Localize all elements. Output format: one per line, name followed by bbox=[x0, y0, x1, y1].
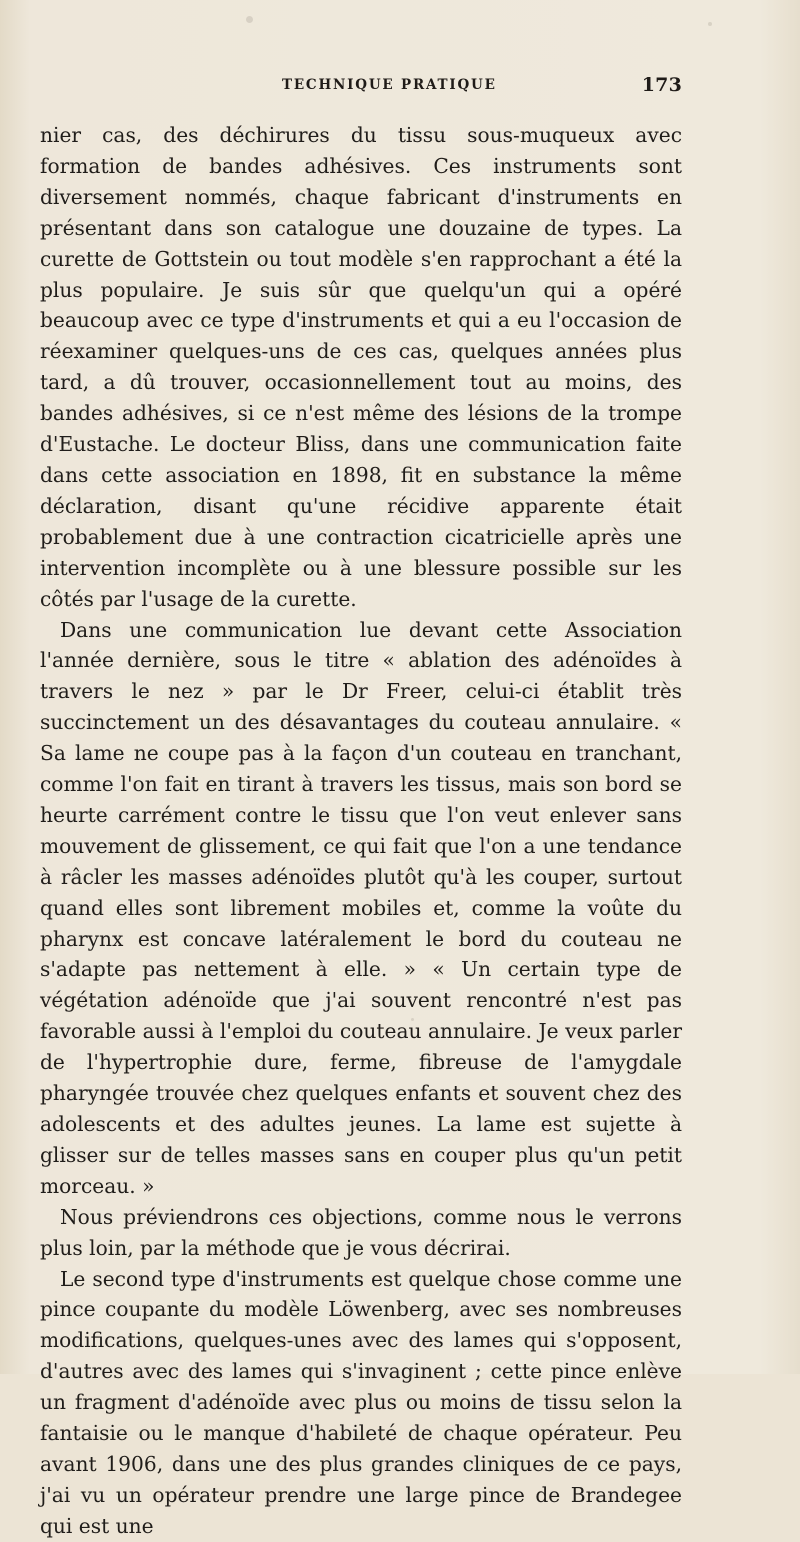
paragraph-3: Nous préviendrons ces objections, comme nous le verrons plus loin, par la méthode que je vous décrirai. bbox=[40, 1204, 682, 1260]
paragraph-1: nier cas, des déchirures du tissu sous-muqueux avec formation de bandes adhésives. Ces instruments sont diversement nommés, chaque fabricant d'instruments en présentant dans son catalogue une douzaine de types. La curette de Gottstein ou tout modèle s'en rapprochant a été la plus populaire. Je suis sûr que quelqu'un qui a opéré beaucoup avec ce type d'instruments et qui a eu l'occasion de réexaminer quelques-uns de ces cas, quelques années plus tard, a dû trouver, occasionnellement tout au moins, des bandes adhésives, si ce n'est même des lésions de la trompe d'Eustache. Le docteur Bliss, dans une communication faite dans cette association en 1898, fit en substance la même déclaration, disant qu'une récidive apparente était probablement due à une contraction cicatricielle après une intervention incomplète ou à une blessure possible sur les côtés par l'usage de la curette. bbox=[40, 123, 682, 611]
page-header bbox=[40, 76, 682, 100]
running-title: TECHNIQUE PRATIQUE bbox=[282, 77, 497, 93]
page-number: 173 bbox=[641, 74, 682, 96]
paper-speck bbox=[708, 22, 712, 26]
paper-speck bbox=[246, 16, 253, 23]
paragraph-2: Dans une communication lue devant cette Association l'année dernière, sous le titre « ablation des adénoïdes à travers le nez » par le Dr Freer, celui-ci établit très succinctement un des désavantages du couteau annulaire. « Sa lame ne coupe pas à la façon d'un couteau en tranchant, comme l'on fait en tirant à travers les tissus, mais son bord se heurte carrément contre le tissu que l'on veut enlever sans mouvement de glissement, ce qui fait que l'on a une tendance à râcler les masses adénoïdes plutôt qu'à les couper, surtout quand elles sont librement mobiles et, comme la voûte du pharynx est concave latéralement le bord du couteau ne s'adapte pas nettement à elle. » « Un certain type de végétation adénoïde que j'ai souvent rencontré n'est pas favorable aussi à l'emploi du couteau annulaire. Je veux parler de l'hypertrophie dure, ferme, fibreuse de l'amygdale pharyngée trouvée chez quelques enfants et souvent chez des adolescents et des adultes jeunes. La lame est sujette à glisser sur de telles masses sans en couper plus qu'un petit morceau. » bbox=[40, 617, 682, 1198]
paragraph-4: Le second type d'instruments est quelque chose comme une pince coupante du modèle Löwenberg, avec ses nombreuses modifications, quelques-unes avec des lames qui s'opposent, d'autres avec des lames qui s'invaginent ; cette pince enlève un fragment d'adénoïde avec plus ou moins de tissu selon la fantaisie ou le manque d'habileté de chaque opérateur. Peu avant 1906, dans une des plus grandes cliniques de ce pays, j'ai vu un opérateur prendre une large pince de Brandegee qui est une bbox=[40, 1266, 682, 1538]
body-text bbox=[40, 120, 682, 1542]
